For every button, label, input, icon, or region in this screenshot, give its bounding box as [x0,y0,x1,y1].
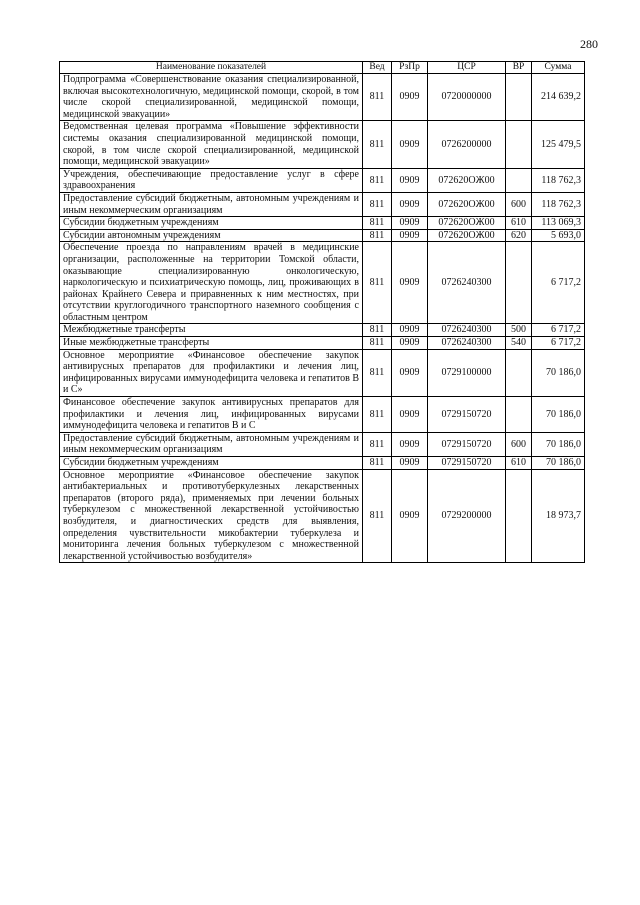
row-vr: 600 [506,432,532,456]
table-row [60,337,585,350]
row-name: Субсидии бюджетным учреждениям [60,217,363,230]
row-name: Субсидии автономным учреждениям [60,229,363,242]
row-vr [506,242,532,324]
table-body [60,74,585,563]
row-ved: 811 [363,432,392,456]
row-vr [506,469,532,563]
row-ved: 811 [363,337,392,350]
row-ved: 811 [363,469,392,563]
row-name: Основное мероприятие «Финансовое обеспечение закупок антивирусных препаратов для профилактики и лечения лиц, инфицированных вирусами иммунодефицита человека и гепатитов B и C» [60,349,363,396]
row-name: Ведомственная целевая программа «Повышение эффективности системы оказания специализированной медицинской помощи, скорой, в том числе скорой специализированной, медицинской помощи, медицинской эвакуации» [60,121,363,168]
row-ved: 811 [363,242,392,324]
row-rzpr: 0909 [392,74,428,121]
table-row [60,121,585,168]
row-name: Основное мероприятие «Финансовое обеспечение закупок антибактериальных и противотуберкулезных лекарственных препаратов (второго ряда), применяемых при лечении больных туберкулезом с множественной лекарственной устойчивостью возбудителя, и диагностических средств для выявления, определения чувствительности микобактерии туберкулеза и мониторинга лечения больных туберкулезом с множественной лекарственной устойчивостью возбудителя» [60,469,363,563]
row-name: Подпрограмма «Совершенствование оказания специализированной, включая высокотехнологичную, медицинской помощи, скорой, в том числе скорой специализированной, медицинской помощи, медицинской эвакуации» [60,74,363,121]
row-csr: 072620OЖ00 [428,229,506,242]
table-row [60,74,585,121]
row-rzpr: 0909 [392,121,428,168]
table-row [60,457,585,470]
row-sum: 70 186,0 [532,397,585,433]
row-ved: 811 [363,397,392,433]
row-csr: 0720000000 [428,74,506,121]
row-sum: 6 717,2 [532,324,585,337]
row-name: Финансовое обеспечение закупок антивирусных препаратов для профилактики и лечения лиц, инфицированных вирусами иммунодефицита человека и гепатитов B и C [60,397,363,433]
row-sum: 118 762,3 [532,192,585,216]
row-ved: 811 [363,217,392,230]
row-vr: 500 [506,324,532,337]
table-row [60,349,585,396]
row-vr: 620 [506,229,532,242]
row-name: Субсидии бюджетным учреждениям [60,457,363,470]
row-sum: 113 069,3 [532,217,585,230]
row-rzpr: 0909 [392,168,428,192]
row-csr: 0729150720 [428,457,506,470]
row-vr: 610 [506,217,532,230]
row-ved: 811 [363,457,392,470]
row-rzpr: 0909 [392,337,428,350]
row-sum: 214 639,2 [532,74,585,121]
row-sum: 118 762,3 [532,168,585,192]
row-name: Учреждения, обеспечивающие предоставление услуг в сфере здравоохранения [60,168,363,192]
table-row [60,324,585,337]
row-ved: 811 [363,229,392,242]
table-header-row [60,62,585,74]
row-sum: 6 717,2 [532,242,585,324]
table-row [60,432,585,456]
row-csr: 0729150720 [428,432,506,456]
row-rzpr: 0909 [392,457,428,470]
row-ved: 811 [363,74,392,121]
table-row [60,217,585,230]
row-vr [506,121,532,168]
row-csr: 072620OЖ00 [428,168,506,192]
row-ved: 811 [363,192,392,216]
row-vr [506,168,532,192]
row-vr: 540 [506,337,532,350]
row-csr: 0726240300 [428,324,506,337]
header-name: Наименование показателей [60,62,363,74]
row-vr: 610 [506,457,532,470]
row-rzpr: 0909 [392,242,428,324]
row-csr: 0726240300 [428,337,506,350]
budget-table [59,61,585,563]
table-row [60,397,585,433]
row-sum: 5 693,0 [532,229,585,242]
header-ved: Вед [363,62,392,74]
header-vr: ВР [506,62,532,74]
row-rzpr: 0909 [392,469,428,563]
row-csr: 0726240300 [428,242,506,324]
row-name: Иные межбюджетные трансферты [60,337,363,350]
table-row [60,242,585,324]
row-csr: 0729200000 [428,469,506,563]
row-sum: 18 973,7 [532,469,585,563]
row-ved: 811 [363,168,392,192]
row-sum: 70 186,0 [532,457,585,470]
header-csr: ЦСР [428,62,506,74]
row-vr [506,74,532,121]
row-csr: 072620OЖ00 [428,217,506,230]
table-row [60,168,585,192]
row-csr: 0729100000 [428,349,506,396]
header-rzpr: РзПр [392,62,428,74]
row-ved: 811 [363,121,392,168]
row-sum: 6 717,2 [532,337,585,350]
row-rzpr: 0909 [392,229,428,242]
row-vr [506,349,532,396]
page-number: 280 [580,37,598,51]
row-name: Предоставление субсидий бюджетным, автономным учреждениям и иным некоммерческим организациям [60,432,363,456]
row-name: Обеспечение проезда по направлениям врачей в медицинские организации, расположенные на территории Томской области, оказывающие специализированную онкологическую, наркологическую и психиатрическую помощь, лиц, проживающих в районах Крайнего Севера и приравненных к ним местностях, при отсутствии круглогодичного транспортного наземного сообщения с областным центром [60,242,363,324]
row-csr: 0726200000 [428,121,506,168]
table-row [60,229,585,242]
row-sum: 125 479,5 [532,121,585,168]
row-rzpr: 0909 [392,324,428,337]
table-row [60,192,585,216]
row-rzpr: 0909 [392,349,428,396]
row-rzpr: 0909 [392,397,428,433]
row-rzpr: 0909 [392,192,428,216]
row-rzpr: 0909 [392,217,428,230]
row-ved: 811 [363,349,392,396]
table-row [60,469,585,563]
row-vr [506,397,532,433]
row-sum: 70 186,0 [532,349,585,396]
row-vr: 600 [506,192,532,216]
row-name: Предоставление субсидий бюджетным, автономным учреждениям и иным некоммерческим организациям [60,192,363,216]
row-sum: 70 186,0 [532,432,585,456]
row-csr: 072620OЖ00 [428,192,506,216]
row-csr: 0729150720 [428,397,506,433]
header-sum: Сумма [532,62,585,74]
row-name: Межбюджетные трансферты [60,324,363,337]
row-ved: 811 [363,324,392,337]
row-rzpr: 0909 [392,432,428,456]
